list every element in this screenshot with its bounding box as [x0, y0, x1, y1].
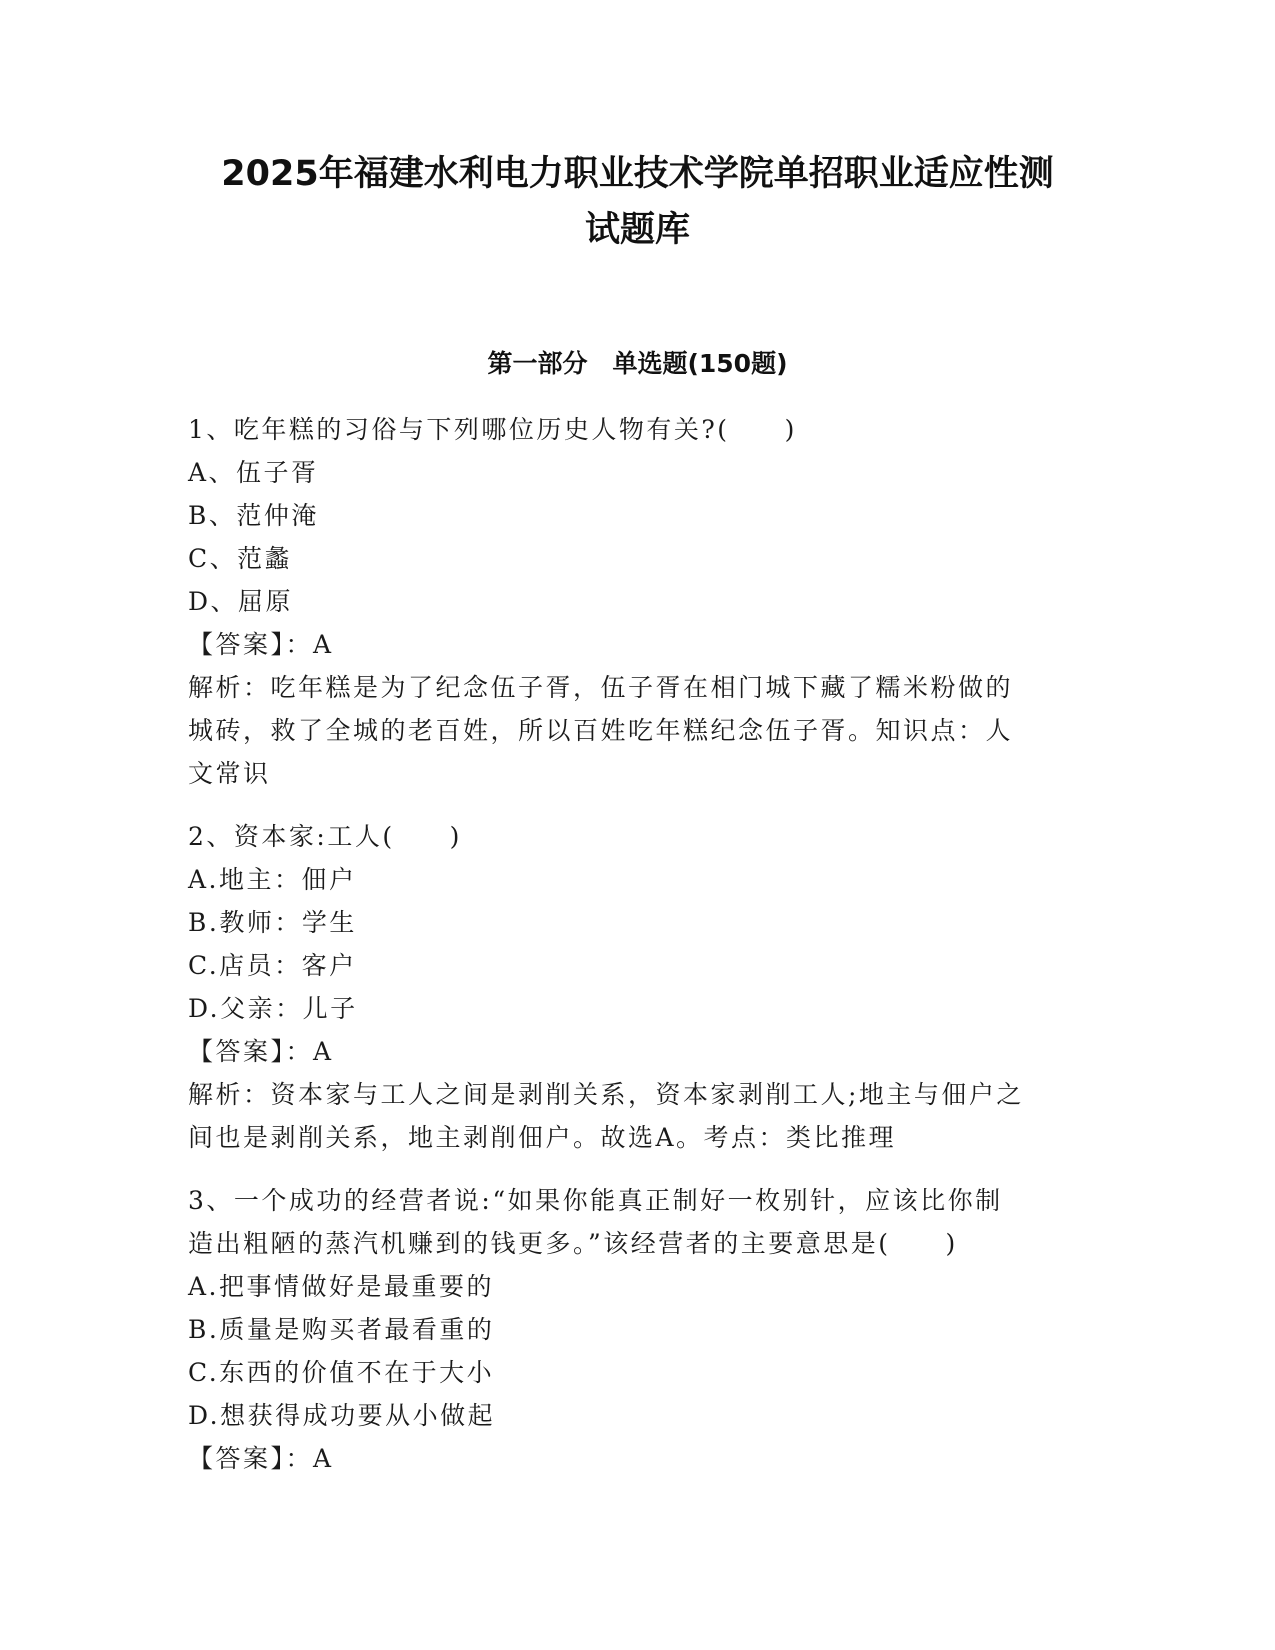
question-3 [188, 1179, 1088, 1480]
question-explanation-line: 文常识 [188, 759, 271, 788]
document-title [150, 146, 1125, 258]
document-title-line-2: 试题库 [584, 210, 690, 250]
section-heading: 第一部分 单选题(150题) [487, 349, 788, 378]
question-option-c: C.东西的价值不在于大小 [188, 1358, 495, 1387]
question-answer: 【答案】：A [188, 1037, 334, 1066]
question-1 [188, 408, 1088, 795]
question-explanation-line: 间也是剥削关系，地主剥削佃户。故选A。考点：类比推理 [188, 1123, 897, 1152]
question-stem: 1、吃年糕的习俗与下列哪位历史人物有关?( ) [188, 415, 797, 444]
question-explanation-line: 解析：吃年糕是为了纪念伍子胥，伍子胥在相门城下藏了糯米粉做的 [188, 673, 1014, 702]
question-stem: 3、一个成功的经营者说:“如果你能真正制好一枚别针，应该比你制 [188, 1186, 1003, 1215]
question-option-a: A.地主：佃户 [188, 865, 357, 894]
question-option-d: D.想获得成功要从小做起 [188, 1401, 496, 1430]
question-2 [188, 815, 1088, 1159]
question-answer: 【答案】：A [188, 630, 334, 659]
question-option-d: D.父亲：儿子 [188, 994, 358, 1023]
document-title-line-1: 2025年福建水利电力职业技术学院单招职业适应性测 [221, 154, 1054, 194]
question-option-a: A.把事情做好是最重要的 [188, 1272, 495, 1301]
question-option-c: C、范蠡 [188, 544, 293, 573]
question-stem: 造出粗陋的蒸汽机赚到的钱更多。”该经营者的主要意思是( ) [188, 1229, 958, 1258]
question-explanation-line: 城砖，救了全城的老百姓，所以百姓吃年糕纪念伍子胥。知识点：人 [188, 716, 1014, 745]
question-option-a: A、伍子胥 [188, 458, 319, 487]
question-option-d: D、屈原 [188, 587, 294, 616]
question-option-b: B.质量是购买者最看重的 [188, 1315, 495, 1344]
question-option-c: C.店员：客户 [188, 951, 357, 980]
question-explanation-line: 解析：资本家与工人之间是剥削关系，资本家剥削工人;地主与佃户之 [188, 1080, 1024, 1109]
question-option-b: B.教师：学生 [188, 908, 357, 937]
question-answer: 【答案】：A [188, 1444, 334, 1473]
question-option-b: B、范仲淹 [188, 501, 319, 530]
question-list [188, 408, 1088, 1500]
question-stem: 2、资本家:工人( ) [188, 822, 462, 851]
